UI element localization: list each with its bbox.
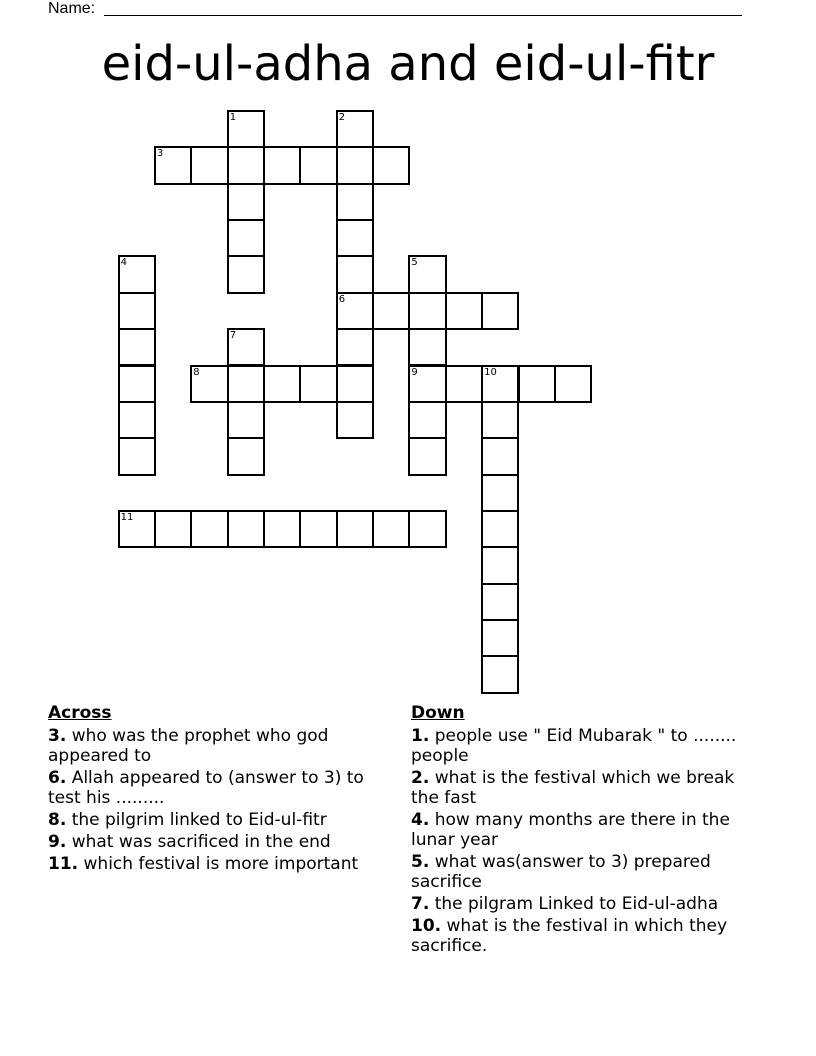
- across-clues: [48, 703, 388, 876]
- crossword-cell[interactable]: [227, 365, 265, 403]
- crossword-cell[interactable]: [227, 255, 265, 293]
- crossword-cell[interactable]: [299, 146, 337, 184]
- crossword-cell[interactable]: [372, 146, 410, 184]
- clue-item: [411, 726, 756, 766]
- crossword-cell[interactable]: [154, 510, 192, 548]
- clue-number: 7.: [411, 894, 430, 914]
- crossword-cell[interactable]: [336, 292, 374, 330]
- crossword-cell[interactable]: [372, 510, 410, 548]
- clue-number: 2.: [411, 768, 430, 788]
- clue-text: what is the festival which we break the fast: [411, 768, 735, 808]
- crossword-cell[interactable]: [372, 292, 410, 330]
- clue-text: which festival is more important: [83, 854, 359, 874]
- across-heading: Across: [48, 703, 112, 723]
- crossword-cell[interactable]: [118, 365, 156, 403]
- crossword-cell[interactable]: [481, 510, 519, 548]
- crossword-cell[interactable]: [336, 365, 374, 403]
- crossword-cell[interactable]: [118, 401, 156, 439]
- crossword-cell[interactable]: [190, 146, 228, 184]
- cell-number: 9: [411, 366, 418, 378]
- crossword-cell[interactable]: [299, 510, 337, 548]
- crossword-cell[interactable]: [336, 255, 374, 293]
- crossword-cell[interactable]: [518, 365, 556, 403]
- crossword-cell[interactable]: [336, 510, 374, 548]
- crossword-cell[interactable]: [118, 437, 156, 475]
- crossword-cell[interactable]: [481, 474, 519, 512]
- clue-text: what is the festival in which they sacrifice.: [411, 916, 728, 956]
- cell-number: 10: [484, 366, 497, 378]
- crossword-cell[interactable]: [118, 292, 156, 330]
- crossword-cell[interactable]: [299, 365, 337, 403]
- crossword-cell[interactable]: [263, 510, 301, 548]
- crossword-cell[interactable]: [481, 546, 519, 584]
- clue-number: 9.: [48, 832, 67, 852]
- clue-item: [411, 768, 756, 808]
- crossword-cell[interactable]: [336, 328, 374, 366]
- crossword-cell[interactable]: [481, 437, 519, 475]
- clue-text: people use " Eid Mubarak " to ........ people: [411, 726, 737, 766]
- crossword-cell[interactable]: [445, 365, 483, 403]
- crossword-cell[interactable]: [408, 255, 446, 293]
- clue-number: 3.: [48, 726, 67, 746]
- clue-text: the pilgram Linked to Eid-ul-adha: [434, 894, 719, 914]
- crossword-cell[interactable]: [118, 328, 156, 366]
- crossword-cell[interactable]: [336, 219, 374, 257]
- clue-number: 6.: [48, 768, 67, 788]
- crossword-cell[interactable]: [408, 365, 446, 403]
- clue-text: what was(answer to 3) prepared sacrifice: [411, 852, 711, 892]
- crossword-cell[interactable]: [408, 437, 446, 475]
- crossword-cell[interactable]: [227, 437, 265, 475]
- cell-number: 4: [120, 257, 127, 269]
- crossword-cell[interactable]: [408, 401, 446, 439]
- clue-item: [411, 916, 756, 956]
- name-label: Name:: [48, 0, 96, 17]
- down-heading: Down: [411, 703, 465, 723]
- crossword-cell[interactable]: [190, 510, 228, 548]
- clue-item: [48, 726, 388, 766]
- clue-number: 1.: [411, 726, 430, 746]
- crossword-cell[interactable]: [227, 328, 265, 366]
- clue-number: 8.: [48, 810, 67, 830]
- crossword-cell[interactable]: [227, 183, 265, 221]
- clue-item: [48, 854, 388, 874]
- crossword-cell[interactable]: [227, 110, 265, 148]
- cell-number: 5: [411, 257, 418, 269]
- cell-number: 2: [338, 112, 346, 123]
- clue-text: how many months are there in the lunar year: [411, 810, 730, 850]
- crossword-cell[interactable]: [227, 401, 265, 439]
- crossword-cell[interactable]: [408, 510, 446, 548]
- crossword-cell[interactable]: [227, 510, 265, 548]
- crossword-cell[interactable]: [481, 365, 519, 403]
- puzzle-title: eid-ul-adha and eid-ul-fitr: [101, 36, 715, 92]
- crossword-cell[interactable]: [336, 183, 374, 221]
- clue-text: the pilgrim linked to Eid-ul-fitr: [71, 810, 327, 830]
- cell-number: 8: [193, 366, 200, 378]
- crossword-cell[interactable]: [336, 110, 374, 148]
- clue-item: [48, 768, 388, 808]
- crossword-cell[interactable]: [408, 292, 446, 330]
- crossword-cell[interactable]: [481, 292, 519, 330]
- crossword-cell[interactable]: [227, 146, 265, 184]
- crossword-cell[interactable]: [336, 146, 374, 184]
- clue-text: Allah appeared to (answer to 3) to test his .........: [48, 768, 364, 808]
- crossword-cell[interactable]: [481, 655, 519, 693]
- crossword-cell[interactable]: [154, 146, 192, 184]
- crossword-cell[interactable]: [481, 583, 519, 621]
- crossword-cell[interactable]: [227, 219, 265, 257]
- clue-text: who was the prophet who god appeared to: [48, 726, 329, 766]
- crossword-cell[interactable]: [554, 365, 592, 403]
- crossword-cell[interactable]: [118, 255, 156, 293]
- cell-number: 11: [120, 511, 134, 523]
- clue-number: 4.: [411, 810, 430, 830]
- clue-item: [411, 894, 756, 914]
- cell-number: 3: [156, 148, 164, 160]
- clue-item: [48, 810, 388, 830]
- cell-number: 7: [229, 330, 237, 342]
- cell-number: 6: [338, 293, 346, 305]
- clue-item: [48, 832, 388, 852]
- crossword-cell[interactable]: [445, 292, 483, 330]
- crossword-cell[interactable]: [481, 619, 519, 657]
- crossword-cell[interactable]: [118, 510, 156, 548]
- clue-item: [411, 810, 756, 850]
- clue-number: 10.: [411, 916, 442, 936]
- clue-number: 11.: [48, 854, 79, 874]
- down-clues: [411, 703, 756, 958]
- cell-number: 1: [229, 112, 237, 123]
- clue-item: [411, 852, 756, 892]
- crossword-cell[interactable]: [263, 365, 301, 403]
- crossword-cell[interactable]: [190, 365, 228, 403]
- crossword-cell[interactable]: [336, 401, 374, 439]
- crossword-cell[interactable]: [481, 401, 519, 439]
- crossword-cell[interactable]: [263, 146, 301, 184]
- clue-number: 5.: [411, 852, 430, 872]
- crossword-cell[interactable]: [408, 328, 446, 366]
- clue-text: what was sacrificed in the end: [71, 832, 331, 852]
